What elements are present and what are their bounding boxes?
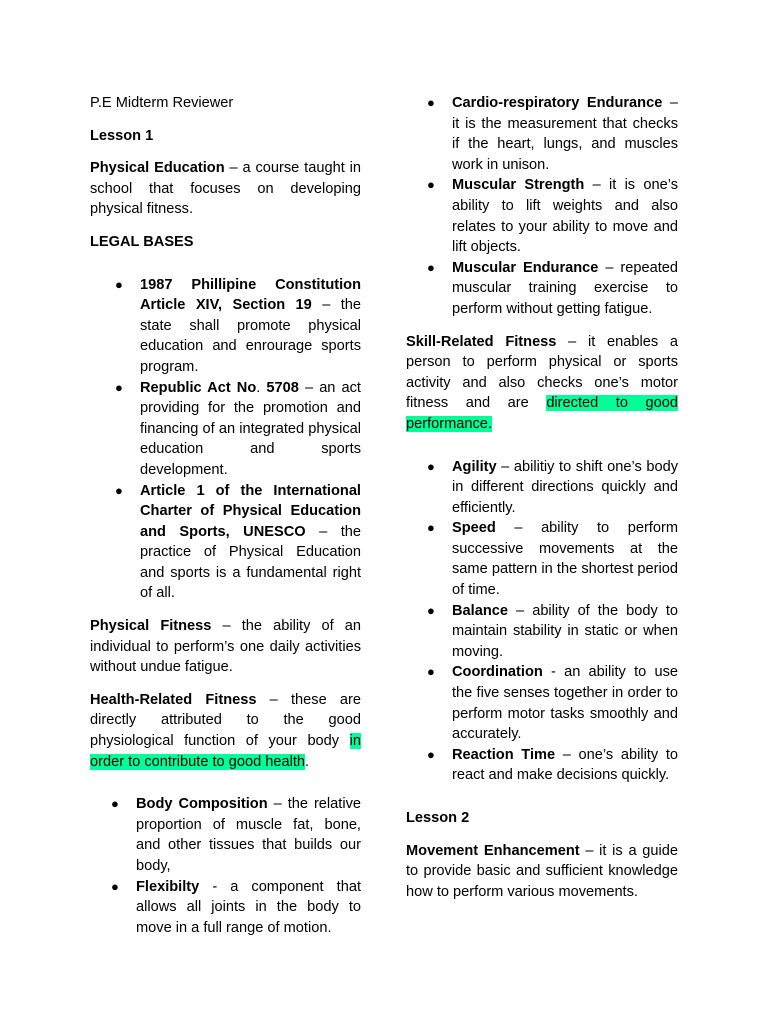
bullet-icon: ● <box>427 602 435 618</box>
bullet-icon: ● <box>427 520 435 536</box>
definition: – the state shall promote physical education and enrourage sports program. <box>140 297 361 375</box>
health-related-fitness-list-continued <box>406 93 678 320</box>
legal-bases-list <box>90 275 361 605</box>
term: Coordination <box>452 664 543 681</box>
term: Health-Related Fitness <box>90 691 257 708</box>
skill-related-fitness-list <box>406 457 678 787</box>
list-item <box>406 457 678 519</box>
term-separator: . <box>256 379 267 396</box>
definition: – the relative proportion of muscle fat, bone, and other tissues that builds our body, <box>136 796 361 874</box>
term: Cardio-respiratory Endurance <box>452 95 663 111</box>
list-item <box>90 481 361 605</box>
definition: – the practice of Physical Education and sports is a fundamental right of all. <box>140 523 361 602</box>
term: Muscular Strength <box>452 177 585 194</box>
definition: – abilitiy to shift one’s body in different directions quickly and efficiently. <box>452 458 678 516</box>
bullet-icon: ● <box>427 177 435 193</box>
bullet-icon: ● <box>427 95 435 110</box>
definition: – it is a guide to provide basic and sufficient knowledge how to perform various movements. <box>406 842 678 900</box>
highlighted-text: directed to good performance. <box>406 395 678 432</box>
definition: – ability of the body to maintain stability in static or when moving. <box>452 602 678 660</box>
skill-related-fitness-definition <box>406 332 678 435</box>
bullet-icon: ● <box>427 746 435 762</box>
bullet-icon: ● <box>115 276 123 292</box>
term: Balance <box>452 602 508 619</box>
list-item <box>90 877 361 939</box>
document-title: P.E Midterm Reviewer <box>90 95 234 111</box>
list-item <box>90 794 361 876</box>
term: Article 1 of the International Charter of Physical Education and Sports, UNESCO <box>140 482 361 540</box>
term: Flexibilty <box>136 878 200 895</box>
term: Speed <box>452 520 496 537</box>
definition: – these are directly attributed to the good physiological function of your body <box>90 691 362 750</box>
list-item <box>406 662 678 744</box>
physical-education-definition <box>90 158 361 220</box>
definition: – an act providing for the promotion and financing of an integrated physical education and sports development. <box>140 379 361 478</box>
definition: – ability to perform successive movements at the same pattern in the shortest period of time. <box>452 520 678 599</box>
term: 1987 Phillipine Constitution Article XIV, Section 19 <box>140 276 361 314</box>
bullet-icon: ● <box>427 664 435 680</box>
definition: – it is the measurement that checks if the heart, lungs, and muscles work in unison. <box>452 95 678 173</box>
physical-fitness-definition <box>90 616 361 678</box>
definition: - a component that allows all joints in the body to move in a full range of motion. <box>136 878 361 936</box>
list-item <box>406 745 678 786</box>
bullet-icon: ● <box>111 796 119 812</box>
list-item <box>406 93 678 175</box>
definition: – one’s ability to react and make decisions quickly. <box>452 746 679 784</box>
definition: – it is one’s ability to lift weights and also relates to your ability to move and lift objects. <box>452 177 679 256</box>
term: Agility <box>452 458 497 475</box>
definition: – a course taught in school that focuses on developing physical fitness. <box>90 160 361 218</box>
movement-enhancement-definition <box>406 841 678 903</box>
list-item <box>90 378 361 481</box>
bullet-icon: ● <box>115 482 123 498</box>
term: Skill-Related Fitness <box>406 333 557 350</box>
term: Movement Enhancement <box>406 842 580 859</box>
bullet-icon: ● <box>111 878 119 894</box>
list-item <box>406 258 678 320</box>
term: Body Composition <box>136 796 268 813</box>
list-item <box>406 518 678 600</box>
term: Reaction Time <box>452 746 556 763</box>
highlighted-text: in order to contribute to good health <box>90 733 361 770</box>
term: Physical Fitness <box>90 618 212 635</box>
period: . <box>305 753 310 770</box>
health-related-fitness-list <box>90 794 361 938</box>
bullet-icon: ● <box>427 458 435 474</box>
legal-bases-heading: LEGAL BASES <box>90 233 194 250</box>
right-column <box>406 93 678 914</box>
definition: - an ability to use the five senses together in order to perform motor tasks smoothly and accurately. <box>452 664 678 743</box>
list-item <box>406 601 678 663</box>
list-item <box>406 175 678 257</box>
definition: – the ability of an individual to perform’s one daily activities without undue fatigue. <box>90 618 361 676</box>
term-number: 5708 <box>266 379 299 396</box>
lesson-2-heading: Lesson 2 <box>406 810 470 826</box>
definition: – repeated muscular training exercise to perform without getting fatigue. <box>452 259 678 317</box>
term: Physical Education <box>90 160 225 177</box>
lesson-1-heading: Lesson 1 <box>90 127 154 144</box>
left-column <box>90 93 361 950</box>
bullet-icon: ● <box>427 259 435 275</box>
list-item <box>90 275 361 378</box>
health-related-fitness-definition <box>90 690 361 772</box>
bullet-icon: ● <box>115 379 123 395</box>
definition: – it enables a person to perform physical or sports activity and also checks one’s motor fitness and are <box>406 333 678 412</box>
term: Republic Act No <box>140 379 257 396</box>
term: Muscular Endurance <box>452 259 599 276</box>
